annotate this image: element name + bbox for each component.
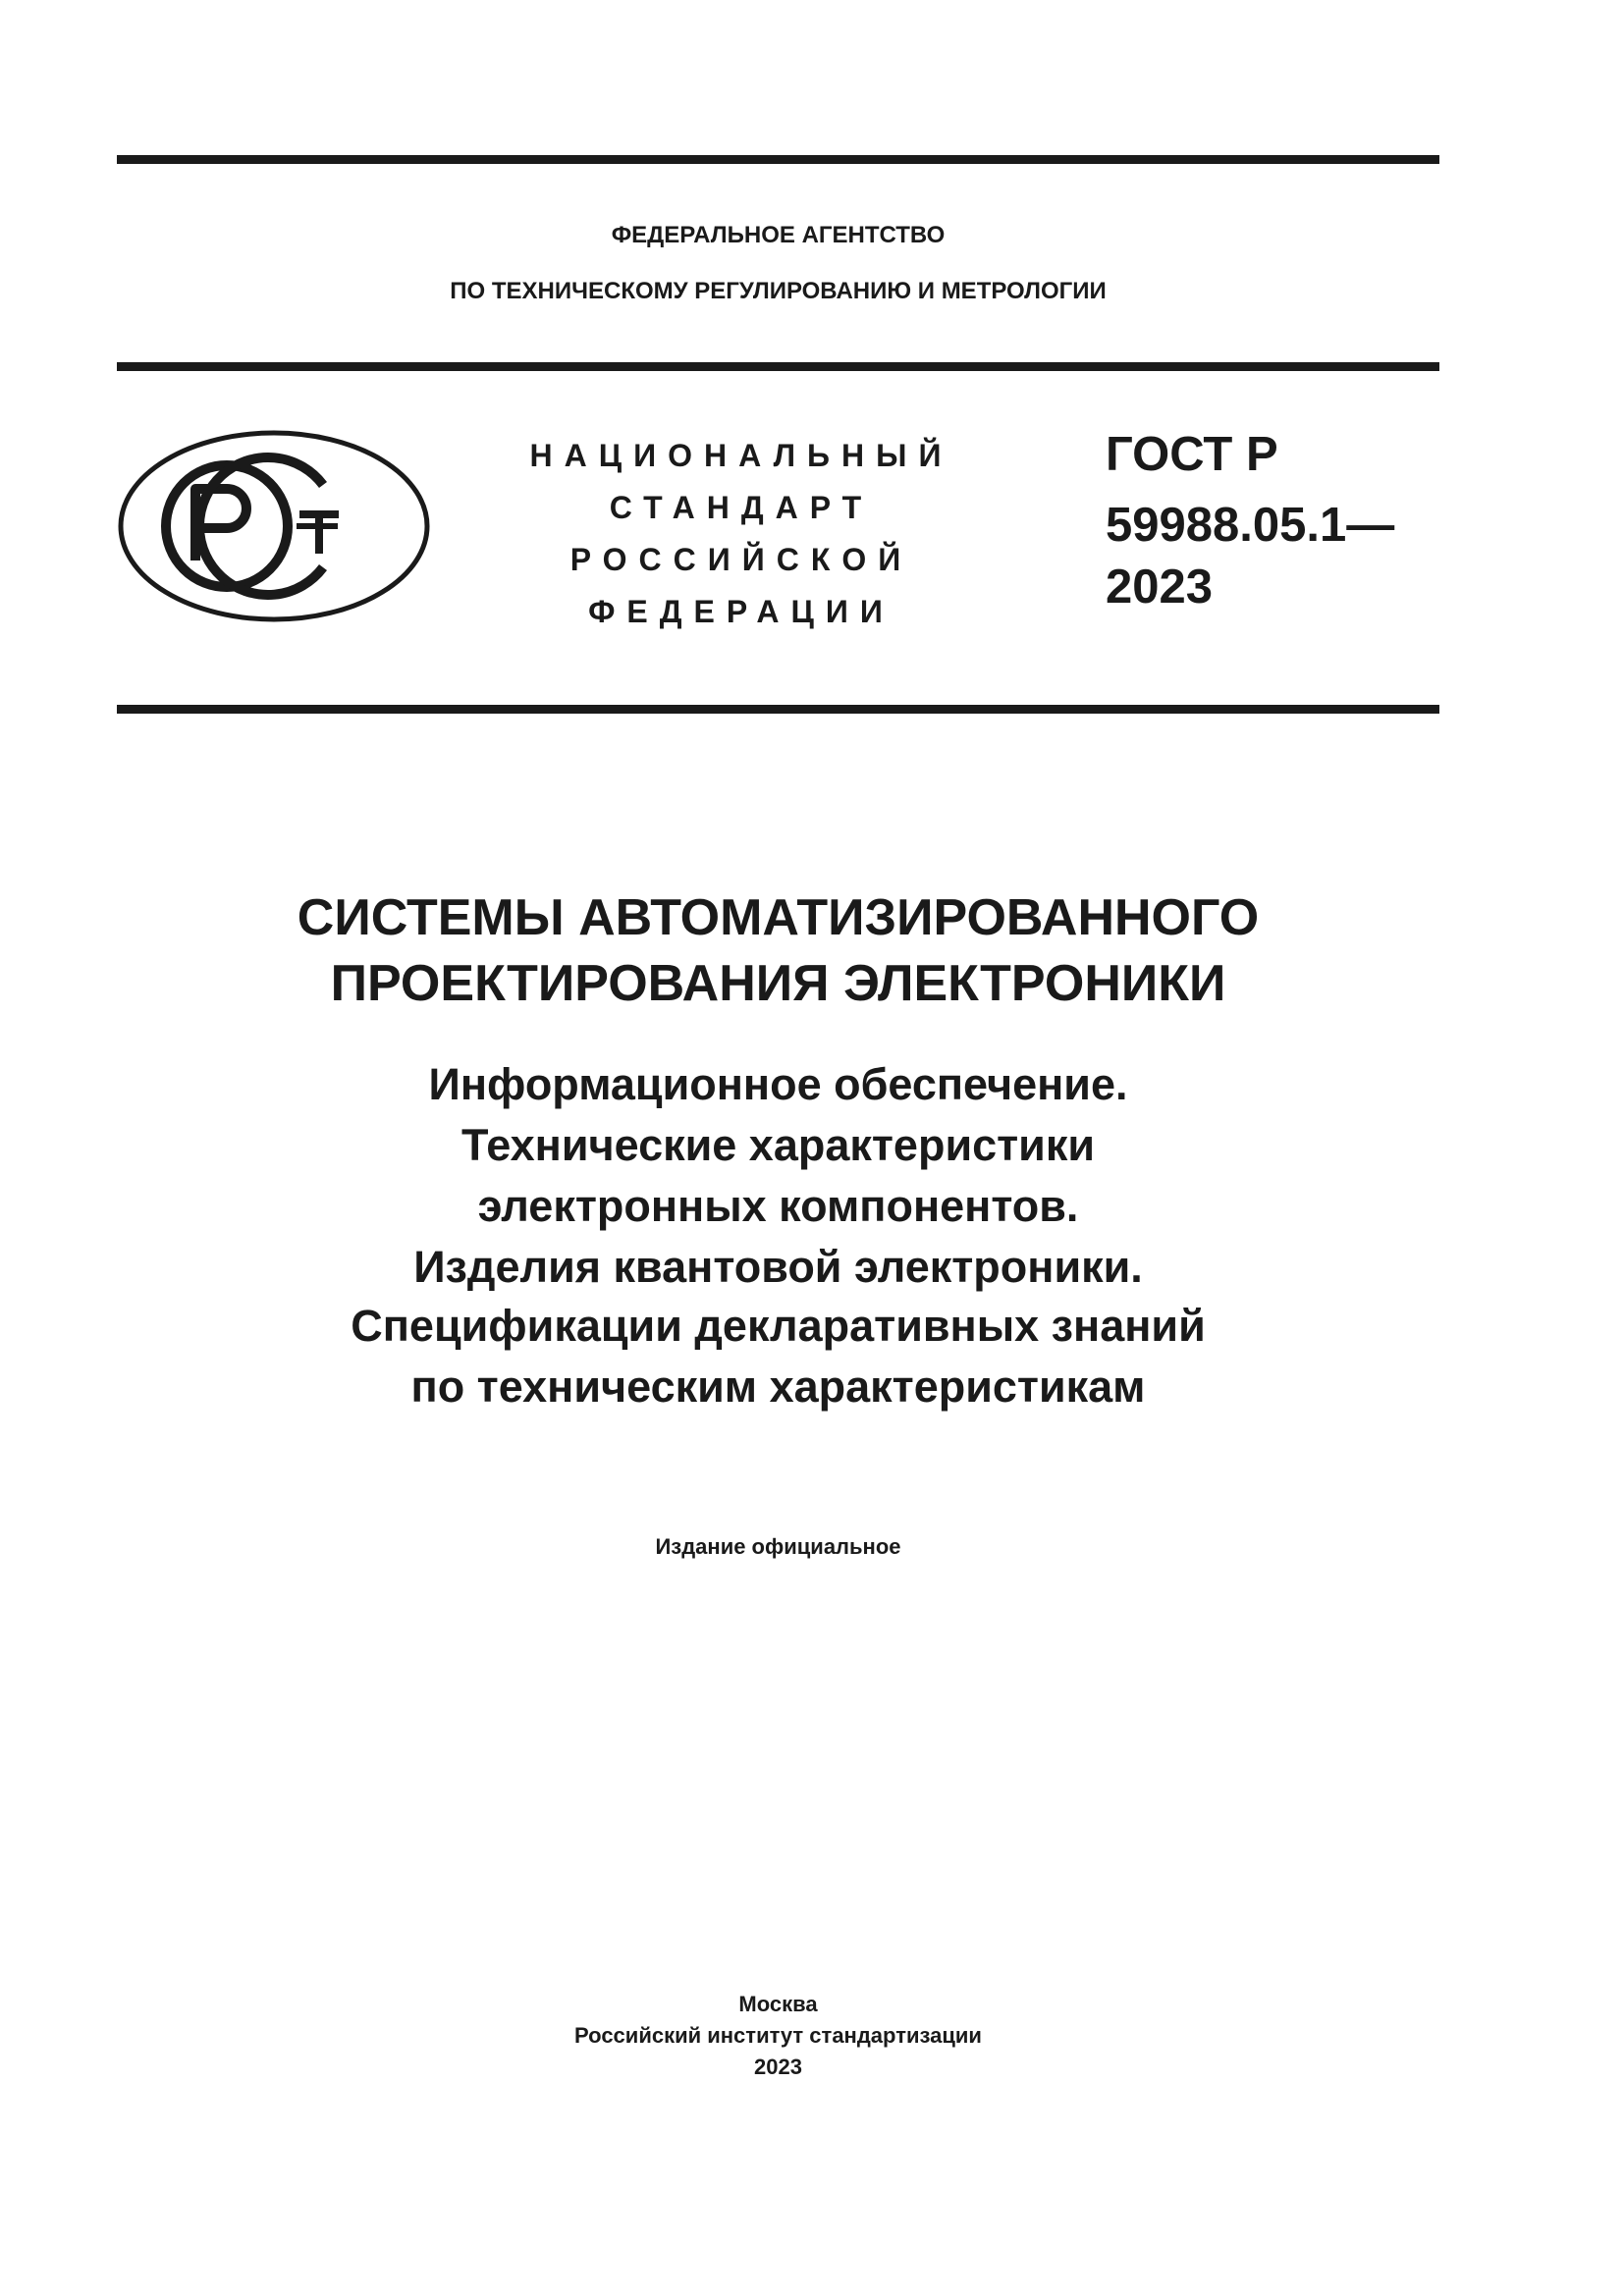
- rst-mark-icon: [117, 428, 431, 624]
- standard-type-line-3: РОССИЙСКОЙ: [569, 542, 913, 577]
- standard-designation-line-2: 59988.05.1—: [1106, 499, 1395, 552]
- header-bottom-divider: [117, 705, 1439, 714]
- standard-designation-line-1: ГОСТ Р: [1106, 428, 1278, 481]
- standard-type-line-1: НАЦИОНАЛЬНЫЙ: [529, 438, 953, 473]
- document-subtitle-line-4: Изделия квантовой электроники.: [413, 1242, 1143, 1292]
- imprint-city: Москва: [738, 1992, 818, 2016]
- imprint-year: 2023: [754, 2055, 802, 2079]
- document-subtitle-line-3: электронных компонентов.: [477, 1181, 1079, 1231]
- document-title-line-2: ПРОЕКТИРОВАНИЯ ЭЛЕКТРОНИКИ: [330, 955, 1226, 1012]
- top-divider: [117, 155, 1439, 164]
- standard-designation-line-3: 2023: [1106, 561, 1214, 614]
- imprint-publisher: Российский институт стандартизации: [574, 2023, 982, 2048]
- edition-note: Издание официальное: [655, 1534, 901, 1559]
- document-title-line-1: СИСТЕМЫ АВТОМАТИЗИРОВАННОГО: [297, 889, 1260, 946]
- agency-name-line-2: ПО ТЕХНИЧЕСКОМУ РЕГУЛИРОВАНИЮ И МЕТРОЛОГИИ: [450, 278, 1107, 304]
- document-subtitle-line-2: Технические характеристики: [460, 1120, 1096, 1170]
- header-divider: [117, 362, 1439, 371]
- document-subtitle-line-6: по техническим характеристикам: [410, 1362, 1146, 1412]
- document-subtitle-line-5: Спецификации декларативных знаний: [351, 1301, 1206, 1351]
- agency-name-line-1: ФЕДЕРАЛЬНОЕ АГЕНТСТВО: [611, 222, 946, 248]
- standard-type-line-2: СТАНДАРТ: [609, 490, 874, 525]
- document-subtitle-line-1: Информационное обеспечение.: [428, 1059, 1128, 1109]
- standard-type-line-4: ФЕДЕРАЦИИ: [588, 594, 894, 629]
